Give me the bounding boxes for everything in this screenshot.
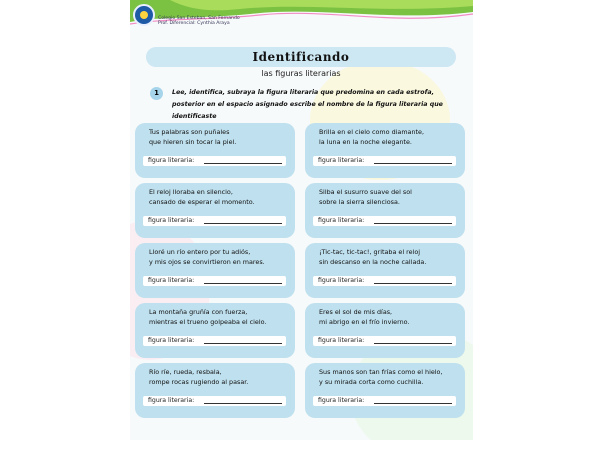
page-subtitle: las figuras literarias — [261, 69, 341, 78]
answer-field[interactable]: figura literaria: — [313, 336, 456, 346]
exercise-card-7: La montaña gruñía con fuerza, mientras el trueno golpeaba el cielo. figura literaria: — [135, 303, 295, 358]
exercise-card-6: ¡Tic-tac, tic-tac!, gritaba el reloj sin descanso en la noche callada. figura literaria: — [305, 243, 465, 298]
exercise-card-3: El reloj lloraba en silencio, cansado de esperar el momento. figura literaria: — [135, 183, 295, 238]
activity-instruction: Lee, identifica, subraya la figura literaria que predomina en cada estrofa, posterior en el espacio asignado escribe el nombre de la figura literaria que identificaste — [172, 89, 443, 120]
exercise-card-9: Río ríe, rueda, resbala, rompe rocas rugiendo al pasar. figura literaria: — [135, 363, 295, 418]
answer-field[interactable]: figura literaria: — [313, 156, 456, 166]
teacher-name: Prof. Diferencial: Cynthia Araya — [158, 21, 230, 27]
worksheet-page — [130, 0, 473, 440]
exercise-card-8: Eres el sol de mis días, mi abrigo en el frío invierno. figura literaria: — [305, 303, 465, 358]
exercise-card-4: Silba el susurro suave del sol sobre la sierra silenciosa. figura literaria: — [305, 183, 465, 238]
school-info — [158, 16, 240, 27]
exercise-card-5: Lloré un río entero por tu adiós, y mis ojos se convirtieron en mares. figura literaria: — [135, 243, 295, 298]
exercise-card-2: Brilla en el cielo como diamante, la luna en la noche elegante. figura literaria: — [305, 123, 465, 178]
answer-field[interactable]: figura literaria: — [313, 396, 456, 406]
answer-field[interactable]: figura literaria: — [143, 396, 286, 406]
school-name: Colegio San Esteban, San Fernando — [158, 16, 240, 21]
answer-field[interactable]: figura literaria: — [143, 216, 286, 226]
answer-field[interactable]: figura literaria: — [313, 216, 456, 226]
exercise-card-10: Sus manos son tan frías como el hielo, y su mirada corta como cuchilla. figura literaria: — [305, 363, 465, 418]
activity-number: 1 — [150, 87, 163, 100]
answer-field[interactable]: figura literaria: — [143, 156, 286, 166]
answer-field[interactable]: figura literaria: — [313, 276, 456, 286]
page-title: Identificando — [252, 50, 350, 64]
school-logo — [133, 4, 155, 26]
answer-field[interactable]: figura literaria: — [143, 276, 286, 286]
exercise-card-1: Tus palabras son puñales que hieren sin tocar la piel. figura literaria: — [135, 123, 295, 178]
answer-field[interactable]: figura literaria: — [143, 336, 286, 346]
